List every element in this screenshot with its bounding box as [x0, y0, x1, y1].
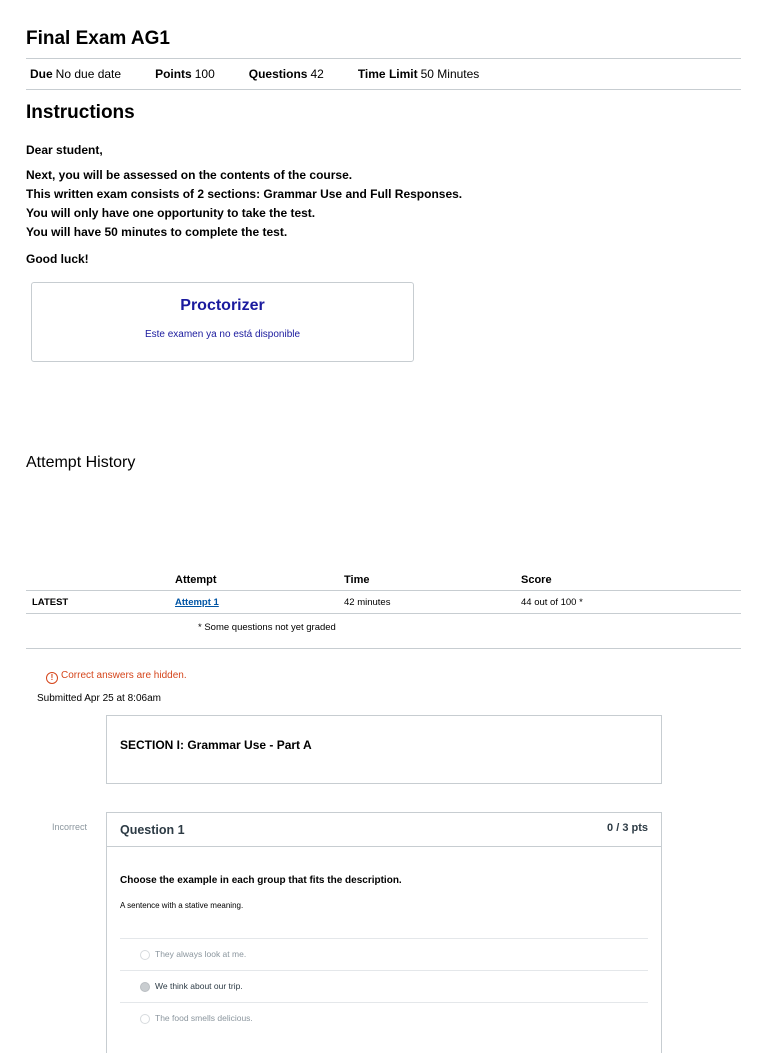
instructions-heading: Instructions: [26, 102, 135, 123]
proctorizer-title: Proctorizer: [180, 297, 265, 314]
page-title: Final Exam AG1: [26, 28, 170, 49]
proctorizer-panel: [31, 282, 414, 362]
question-header: [107, 813, 661, 847]
latest-tag: LATEST: [32, 597, 69, 608]
time-limit-value: 50 Minutes: [420, 67, 480, 81]
column-header-time: Time: [344, 574, 370, 586]
question-points: 0 / 3 pts: [607, 822, 648, 834]
submitted-timestamp: Submitted Apr 25 at 8:06am: [37, 693, 161, 704]
warning-text: Correct answers are hidden.: [61, 670, 187, 681]
points-detail: [155, 67, 215, 81]
hidden-answers-warning: [46, 670, 187, 684]
answer-option: [120, 970, 648, 1002]
section-header-box: [106, 715, 662, 784]
time-limit-detail: [358, 67, 480, 81]
question-title: Question 1: [120, 823, 185, 837]
attempt-score: 44 out of 100 *: [521, 597, 583, 608]
attempt-link[interactable]: Attempt 1: [175, 597, 219, 608]
instructions-line: You will only have one opportunity to take the test.: [26, 206, 316, 220]
attempt-time: 42 minutes: [344, 597, 391, 608]
questions-label: Questions: [248, 67, 308, 81]
points-value: 100: [194, 67, 215, 81]
due-value: No due date: [55, 67, 122, 81]
column-header-attempt: Attempt: [175, 574, 217, 586]
answer-text: They always look at me.: [155, 949, 247, 959]
instructions-closing: Good luck!: [26, 252, 89, 266]
question-description: A sentence with a stative meaning.: [120, 901, 244, 910]
instructions-line: Next, you will be assessed on the contents of the course.: [26, 168, 353, 182]
attempt-history-heading: Attempt History: [26, 454, 136, 471]
instructions-line: You will have 50 minutes to complete the test.: [26, 225, 288, 239]
warning-icon: !: [46, 672, 58, 684]
questions-detail: [249, 67, 324, 81]
points-label: Points: [155, 67, 192, 81]
answer-text: We think about our trip.: [155, 981, 243, 991]
radio-button: [140, 1014, 150, 1024]
table-row: [26, 591, 741, 614]
answer-option: [120, 1002, 648, 1034]
quiz-details-bar: [26, 58, 741, 90]
questions-value: 42: [310, 67, 324, 81]
section-title: SECTION I: Grammar Use - Part A: [120, 738, 312, 752]
instructions-line: This written exam consists of 2 sections: Grammar Use and Full Responses.: [26, 187, 463, 201]
answer-text: The food smells delicious.: [155, 1013, 253, 1023]
question-prompt: Choose the example in each group that fits the description.: [120, 875, 402, 886]
attempt-table-header: [26, 570, 741, 591]
time-limit-label: Time Limit: [357, 67, 418, 81]
due-label: Due: [30, 67, 53, 81]
answer-option: [120, 938, 648, 970]
column-header-score: Score: [521, 574, 552, 586]
question-status: Incorrect: [52, 822, 88, 832]
question-card: [106, 812, 662, 1053]
instructions-greeting: Dear student,: [26, 143, 103, 157]
radio-button-selected: [140, 982, 150, 992]
radio-button: [140, 950, 150, 960]
proctorizer-message: Este examen ya no está disponible: [144, 329, 301, 340]
due-detail: [30, 67, 121, 81]
divider: [26, 648, 741, 649]
grading-note: * Some questions not yet graded: [198, 622, 336, 633]
